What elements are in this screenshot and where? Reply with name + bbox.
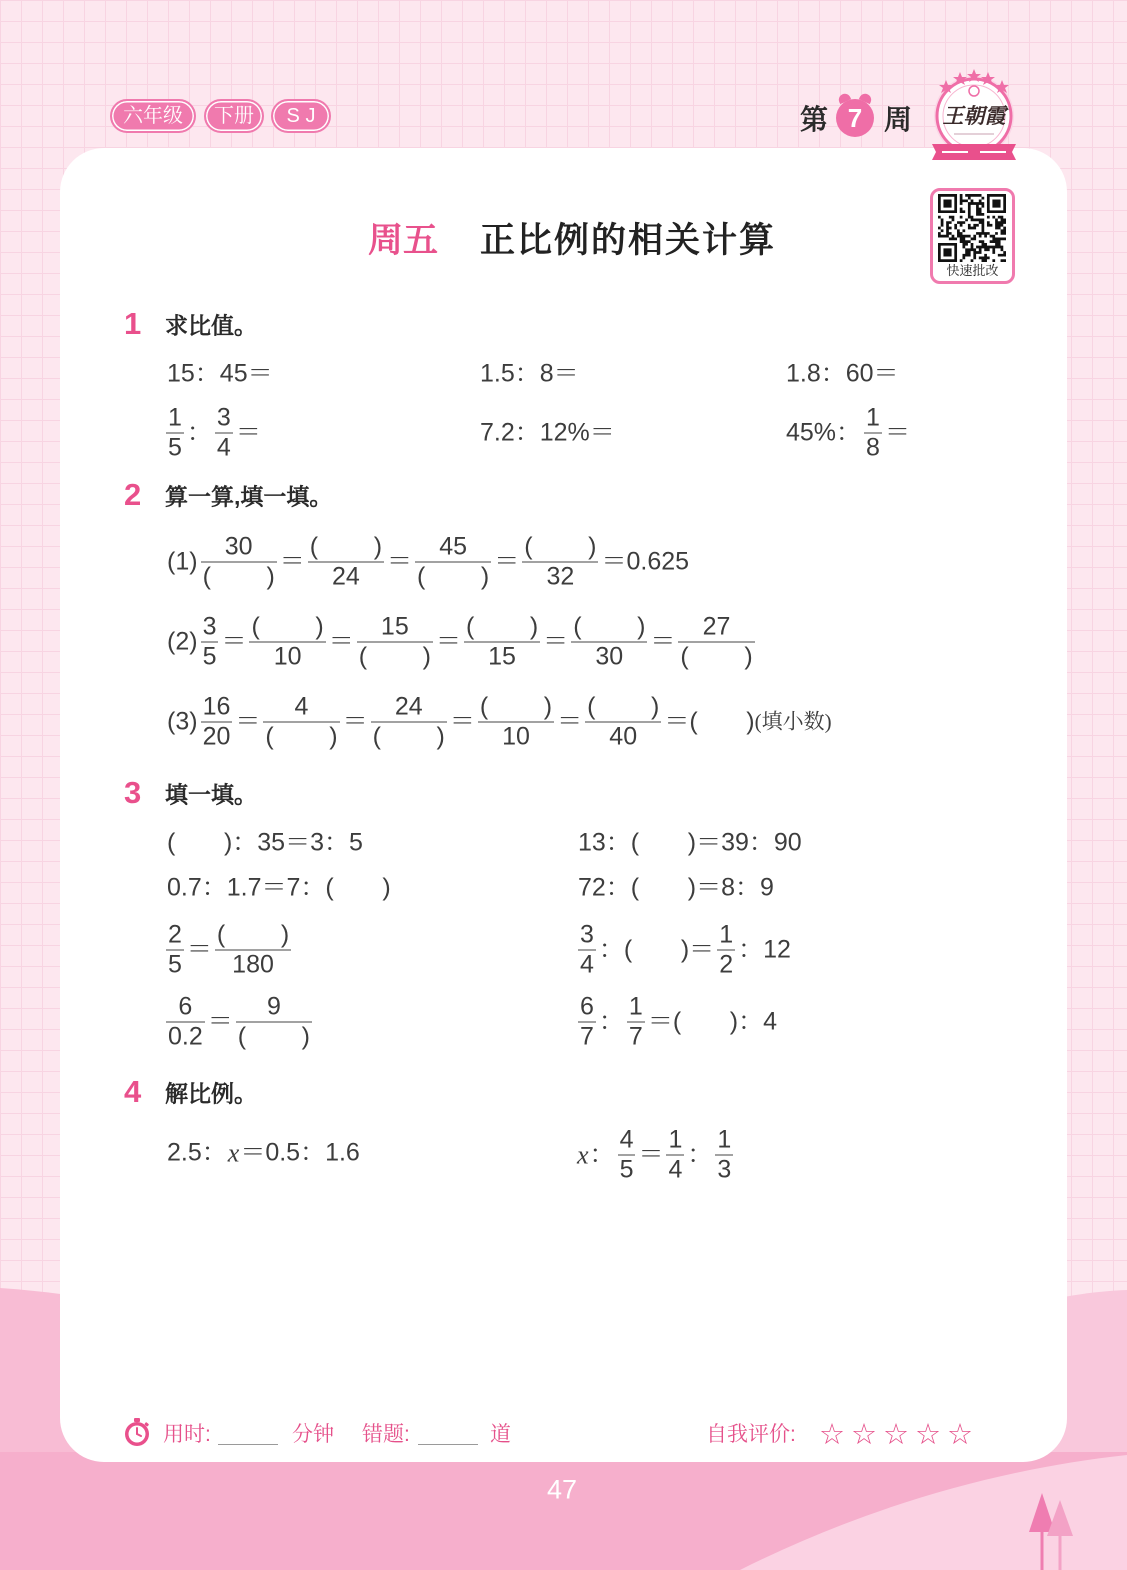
section-heading: 填一填。 (165, 781, 257, 808)
fraction-denominator: ( ) (265, 722, 338, 751)
section-heading: 解比例。 (165, 1080, 257, 1107)
errors-label: 错题: (362, 1423, 410, 1446)
fraction-numerator: 1 (719, 920, 734, 949)
expr-text: ＝ (884, 418, 910, 447)
expr-text: ＝ (494, 547, 520, 576)
exercise (167, 693, 832, 752)
fraction-numerator: 15 (380, 612, 409, 641)
fraction-numerator: 6 (580, 992, 594, 1021)
fraction (163, 921, 187, 980)
fraction (246, 613, 328, 672)
expr-text: ＝ (435, 627, 461, 656)
exercise (575, 993, 777, 1052)
expr-text: ： (687, 1140, 713, 1169)
section-number: 3 (124, 775, 142, 810)
fraction-denominator: ( ) (417, 562, 490, 591)
fraction-denominator: 7 (580, 1022, 594, 1051)
errors-unit: 道 (490, 1423, 511, 1446)
exercise (167, 360, 273, 389)
exercise (576, 1126, 736, 1185)
fraction-denominator: ( ) (680, 642, 753, 671)
edition-tag: S J (271, 99, 331, 133)
page-number: 47 (547, 1474, 578, 1505)
expr-text: 7.2：12%＝ (480, 418, 615, 447)
expr-text: ＝ (207, 1007, 233, 1036)
fraction-numerator: ( ) (216, 920, 290, 949)
exercise (480, 419, 615, 448)
expr-text: (1) (167, 547, 198, 576)
tree-trunk (1041, 1528, 1044, 1570)
fraction-denominator: 4 (216, 433, 231, 462)
week-suffix: 周 (884, 104, 913, 135)
fraction-numerator: 1 (168, 403, 182, 432)
expr-text: ＝( ) (664, 707, 755, 736)
section-number: 1 (124, 306, 142, 341)
exercise (163, 993, 315, 1052)
errors-blank (418, 1444, 478, 1445)
time-blank (218, 1444, 278, 1445)
stopwatch-icon (123, 1417, 151, 1447)
fraction (212, 404, 236, 463)
section-number: 4 (124, 1074, 142, 1109)
exercise (575, 921, 791, 980)
fraction-numerator: ( ) (573, 612, 646, 641)
fraction (582, 693, 664, 752)
fraction-denominator: ( ) (237, 1022, 310, 1051)
exercise (163, 921, 294, 980)
fraction (575, 921, 599, 980)
title-day: 周五 (368, 221, 439, 260)
exercise (480, 360, 579, 389)
fraction-numerator: 6 (178, 992, 193, 1021)
section-number: 2 (124, 477, 142, 512)
page-title: 正比例的相关计算 (480, 221, 777, 260)
expr-text: ＝( )：4 (647, 1007, 778, 1036)
fraction (861, 404, 885, 463)
volume-tag: 下册 (204, 99, 264, 133)
fraction-numerator: 30 (224, 532, 253, 561)
fraction-denominator: 20 (202, 722, 231, 751)
exercise (167, 533, 689, 592)
fraction (354, 613, 436, 672)
fraction-numerator: ( ) (309, 532, 383, 561)
fraction (568, 613, 650, 672)
fraction-denominator: 24 (308, 562, 384, 592)
expr-text: 2.5： (167, 1138, 227, 1167)
fraction-denominator: 10 (478, 722, 554, 752)
fraction-numerator: 4 (619, 1125, 634, 1154)
expr-text: ＝0.5：1.6 (240, 1138, 360, 1167)
qr-code-icon (938, 194, 1006, 262)
fraction (305, 533, 387, 592)
fraction (412, 533, 494, 592)
fraction (712, 1126, 736, 1185)
fraction-numerator: ( ) (479, 692, 553, 721)
qr-modules (938, 194, 1006, 262)
fraction-denominator: 8 (866, 433, 880, 462)
expr-text: ＝ (328, 627, 354, 656)
fraction-numerator: 1 (628, 992, 643, 1021)
expr-text: ＝ (557, 707, 583, 736)
fraction (163, 993, 208, 1052)
expr-text: ＝ (650, 627, 676, 656)
exercise (167, 1139, 360, 1168)
fraction-denominator: 2 (719, 950, 734, 979)
expr-text: ＝ (186, 935, 212, 964)
expr-text: ＝ (638, 1140, 664, 1169)
expr-text: ： (598, 1007, 624, 1036)
fraction-denominator: 5 (202, 642, 217, 671)
exercise (167, 613, 758, 672)
fraction-numerator: ( ) (251, 612, 324, 641)
expr-text: 13：( )＝39：90 (578, 828, 802, 857)
fraction (575, 993, 599, 1052)
expr-text: ＝ (235, 707, 261, 736)
fraction (475, 693, 557, 752)
fraction (461, 613, 543, 672)
exercise (786, 404, 910, 463)
fraction-numerator: 3 (580, 920, 594, 949)
fraction-numerator: 3 (202, 612, 217, 641)
fraction (624, 993, 648, 1052)
fraction-numerator: ( ) (587, 692, 660, 721)
self-eval-label: 自我评价: (706, 1423, 796, 1446)
fraction-numerator: ( ) (465, 612, 539, 641)
fraction-numerator: 4 (294, 692, 309, 721)
expr-text: ：12 (738, 935, 791, 964)
fraction-denominator: 180 (215, 950, 291, 980)
note-text: (填小数) (754, 709, 832, 734)
expr-text: ＝ (221, 627, 247, 656)
fraction-numerator: ( ) (524, 532, 597, 561)
fraction (714, 921, 738, 980)
fraction (519, 533, 601, 592)
expr-text: ＝ (543, 627, 569, 656)
fraction (163, 404, 187, 463)
exercise (163, 404, 261, 463)
fraction (233, 993, 315, 1052)
fraction-denominator: 5 (168, 950, 182, 979)
fraction (368, 693, 450, 752)
brand-logo-text: 王朝霞 (942, 104, 1006, 128)
fraction-denominator: 5 (619, 1155, 634, 1184)
fraction-denominator: 3 (717, 1155, 732, 1184)
expr-text: 72：( )＝8：9 (578, 873, 774, 902)
expr-text: ：( )＝ (598, 935, 715, 964)
fraction (198, 693, 236, 752)
expr-text: ＝ (342, 707, 368, 736)
week-number-badge: 7 (836, 99, 874, 137)
fraction-denominator: ( ) (202, 562, 275, 591)
expr-text: ＝0.625 (601, 547, 690, 576)
expr-text: 0.7：1.7＝7：( ) (167, 873, 391, 902)
variable: x (577, 1140, 589, 1170)
exercise (578, 874, 774, 903)
fraction-denominator: ( ) (372, 722, 445, 751)
expr-text: ＝ (449, 707, 475, 736)
time-label: 用时: (163, 1423, 211, 1446)
week-prefix: 第 (800, 104, 829, 135)
exercise (167, 874, 391, 903)
fraction (615, 1126, 639, 1185)
fraction-numerator: 45 (439, 532, 468, 561)
tree-trunk (1059, 1532, 1062, 1570)
section-heading: 求比值。 (165, 312, 257, 339)
exercise (786, 360, 899, 389)
fraction-numerator: 1 (668, 1125, 683, 1154)
variable: x (227, 1138, 240, 1168)
expr-text: 15：45＝ (167, 359, 273, 388)
grade-tag: 六年级 (110, 99, 196, 133)
fraction-denominator: 7 (628, 1022, 643, 1051)
expr-text: (3) (167, 707, 198, 736)
fraction-numerator: 1 (866, 403, 880, 432)
fraction (675, 613, 757, 672)
expr-text: ： (186, 418, 212, 447)
fraction-denominator: 5 (168, 433, 182, 462)
fraction-denominator: 32 (522, 562, 598, 592)
fraction-denominator: 4 (580, 950, 594, 979)
fraction-numerator: 24 (394, 692, 423, 721)
fraction-numerator: 9 (266, 992, 281, 1021)
fraction-denominator: 0.2 (168, 1022, 203, 1051)
expr-text: ＝ (279, 547, 305, 576)
fraction-denominator: 30 (571, 642, 647, 672)
fraction-denominator: 15 (464, 642, 540, 672)
fraction (198, 613, 222, 672)
fraction-numerator: 1 (717, 1125, 732, 1154)
exercise (167, 829, 363, 858)
fraction-numerator: 27 (702, 612, 731, 641)
fraction (260, 693, 342, 752)
fraction (212, 921, 294, 980)
time-unit: 分钟 (292, 1423, 334, 1446)
expr-text: ＝ (235, 418, 261, 447)
expr-text: ： (589, 1140, 615, 1169)
expr-text: ＝ (387, 547, 413, 576)
qr-caption: 快速批改 (946, 263, 999, 278)
section-heading: 算一算,填一填。 (165, 483, 333, 510)
expr-text: 1.5：8＝ (480, 359, 579, 388)
fraction-numerator: 2 (168, 920, 182, 949)
fraction-denominator: 40 (585, 722, 661, 752)
expr-text: ( )：35＝3：5 (167, 828, 363, 857)
fraction-numerator: 16 (202, 692, 231, 721)
expr-text: 1.8：60＝ (786, 359, 899, 388)
rating-stars: ☆☆☆☆☆ (819, 1417, 979, 1451)
expr-text: (2) (167, 627, 198, 656)
fraction (198, 533, 280, 592)
qr-code-box (930, 188, 1015, 284)
fraction (663, 1126, 687, 1185)
expr-text: 45%： (786, 418, 862, 447)
exercise (578, 829, 802, 858)
fraction-denominator: ( ) (358, 642, 431, 671)
fraction-denominator: 10 (249, 642, 325, 672)
fraction-numerator: 3 (216, 403, 231, 432)
fraction-denominator: 4 (668, 1155, 683, 1184)
